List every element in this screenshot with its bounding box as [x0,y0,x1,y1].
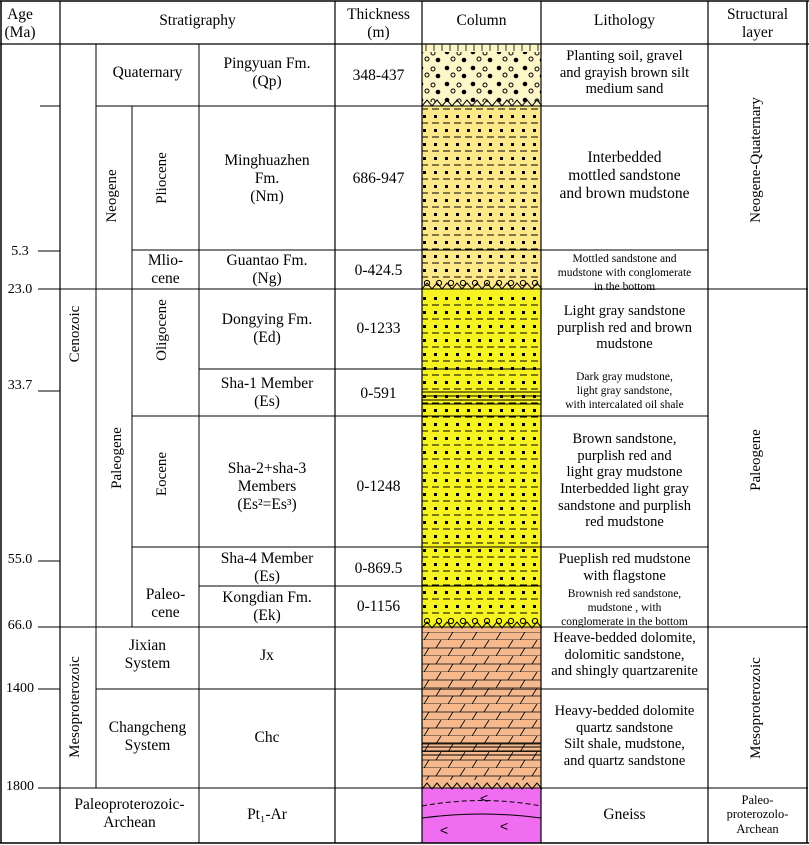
structural-mesoproterozoic: Mesoproterozoic [748,657,764,759]
age-label: 5.3 [11,244,29,259]
thickness-value: 348-437 [352,67,405,84]
unit-jixian-system: Jixian System [124,637,171,672]
formation-chc: Chc [254,729,280,746]
lithology-text: Brown sandstone, purplish red and light gray mudstone Interbedded light gray sandstone and purplish red mudstone [558,431,691,531]
unit-paleoproterozoic-archean: Paleoproterozoic- Archean [74,796,185,831]
lithology-text: Gneiss [603,806,646,823]
formation-pingyuan: Pingyuan Fm. (Qp) [223,55,311,90]
formation-dongying: Dongying Fm. (Ed) [221,311,313,346]
thickness-value: 686-947 [352,170,405,187]
header-column: Column [456,12,507,29]
age-label: 55.0 [7,552,33,567]
thickness-value: 0-1248 [356,478,401,495]
column-sandstone-pattern [422,108,541,283]
header-age: Age (Ma) [4,6,36,41]
lithology-text: Brownish red sandstone, mudstone , with conglomerate in the bottom [561,588,688,628]
column-gneiss-symbol: < [480,790,489,806]
formation-guantao: Guantao Fm. (Ng) [226,252,308,287]
system-neogene: Neogene [104,169,120,223]
erathem-cenozoic: Cenozoic [67,305,83,363]
structural-paleogene: Paleogene [748,429,764,491]
lithology-text: Pueplish red mudstone with flagstone [558,551,691,584]
column-sandstone-pattern [422,296,541,616]
lithology-text: Heave-bedded dolomite, dolomitic sandstone, and shingly quartzarenite [551,630,698,680]
header-structural-layer: Structural layer [726,6,789,41]
age-label: 1400 [6,681,34,696]
lithology-text: Mottled sandstone and mudstone with conglomerate in the bottom [557,253,692,293]
lithology-text: Dark gray mudstone, light gray sandstone, with intercalated oil shale [565,371,684,411]
system-paleogene: Paleogene [109,427,125,489]
column-gneiss-symbol: < [500,818,509,834]
formation-jx: Jx [260,647,274,664]
unit-oligocene: Oligocene [154,299,170,361]
unit-paleocene: Paleo- cene [145,586,186,621]
unit-pliocene: Pliocene [154,152,170,204]
erathem-mesoproterozoic: Mesoproterozoic [67,656,83,758]
unit-quaternary: Quaternary [112,64,183,81]
thickness-value: 0-1233 [356,320,401,337]
thickness-value: 0-1156 [356,598,401,615]
age-label: 1800 [6,779,34,794]
thickness-value: 0-424.5 [354,262,403,279]
header-thickness: Thickness (m) [347,6,410,41]
header-stratigraphy: Stratigraphy [159,12,236,29]
column-gravel-pattern [422,52,541,102]
formation-sha1: Sha-1 Member (Es) [220,375,314,410]
structural-paleoproterozoic-archean: Paleo- proterozolo- Archean [726,793,789,836]
age-label: 23.0 [7,282,33,297]
lithology-text: Light gray sandstone purplish red and brown mudstone [557,303,692,353]
header-lithology: Lithology [593,12,656,29]
age-label: 33.7 [7,378,33,393]
lithology-text: Heavy-bedded dolomite quartz sandstone Silt shale, mudstone, and quartz sandstone [554,703,695,770]
age-label: 66.0 [7,618,33,633]
unit-changcheng-system: Changcheng System [108,719,187,754]
lithology-text: Planting soil, gravel and grayish brown silt medium sand [559,48,690,98]
formation-sha2-sha3: Sha-2+sha-3 Members (Es²=Es³) [227,460,307,513]
unit-eocene: Eocene [154,451,170,497]
formation-kongdian: Kongdian Fm. (Ek) [222,589,312,624]
thickness-value: 0-869.5 [354,560,403,577]
structural-neogene-quaternary: Neogene-Quaternary [748,97,764,223]
column-dolomite-pattern [422,632,541,780]
formation-pt1-ar: Pt₁-Ar [247,806,287,823]
thickness-value: 0-591 [360,385,397,402]
column-gneiss-symbol: < [440,822,449,838]
formation-sha4: Sha-4 Member (Es) [220,550,314,585]
unit-miocene: Mlio- cene [147,252,184,287]
formation-minghuazhen: Minghuazhen Fm. (Nm) [224,152,310,205]
lithology-text: Interbedded mottled sandstone and brown mudstone [559,149,690,202]
